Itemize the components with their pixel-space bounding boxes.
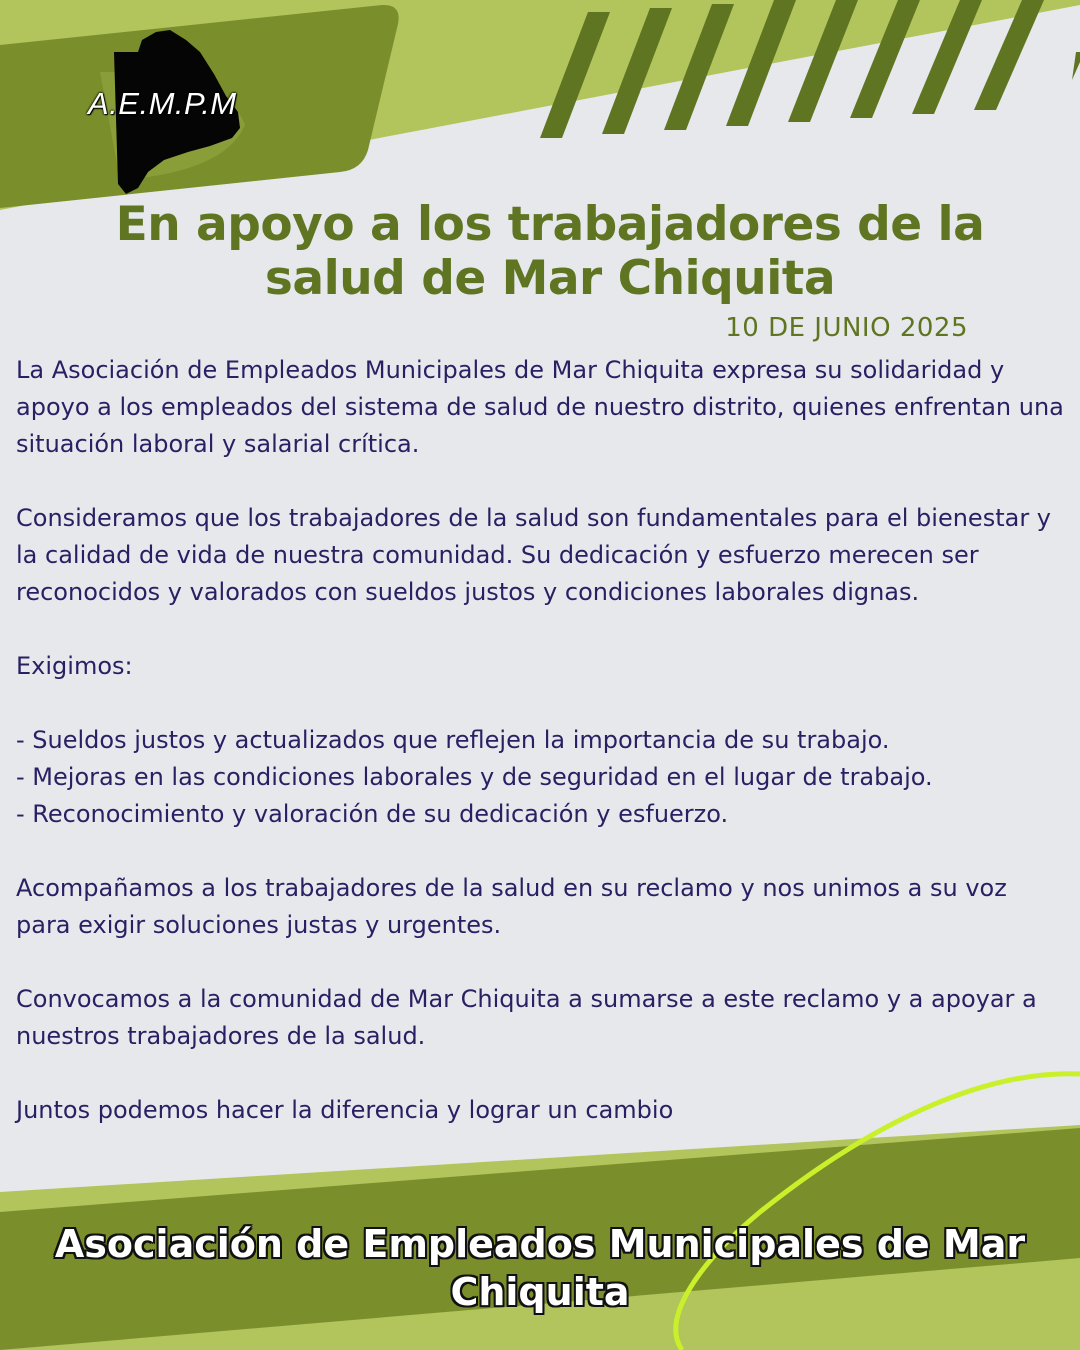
list-item: - Mejoras en las condiciones laborales y de seguridad en el lugar de trabajo. <box>16 759 1066 796</box>
paragraph-solidarity: La Asociación de Empleados Municipales de Mar Chiquita expresa su solidaridad y apoyo a los empleados del sistema de salud de nuestro distrito, quienes enfrentan una situación laboral y salarial crítica. <box>16 356 1064 458</box>
logo-text: A.E.M.P.M <box>88 86 237 121</box>
closing-line: Juntos podemos hacer la diferencia y lograr un cambio <box>16 1096 674 1124</box>
paragraph-call-to-action: Convocamos a la comunidad de Mar Chiquita a sumarse a este reclamo y a apoyar a nuestros trabajadores de la salud. <box>16 985 1037 1050</box>
paragraph-importance: Consideramos que los trabajadores de la salud son fundamentales para el bienestar y la calidad de vida de nuestra comunidad. Su dedicación y esfuerzo merecen ser reconocidos y valorados con sueldos justos y condiciones laborales dignas. <box>16 504 1052 606</box>
demands-heading: Exigimos: <box>16 652 133 680</box>
publication-date: 10 DE JUNIO 2025 <box>725 313 968 343</box>
list-item: - Sueldos justos y actualizados que reflejen la importancia de su trabajo. <box>16 722 1066 759</box>
statement-body <box>16 352 1066 1129</box>
paragraph-support: Acompañamos a los trabajadores de la salud en su reclamo y nos unimos a su voz para exigir soluciones justas y urgentes. <box>16 874 1007 939</box>
footer-organization-name: Asociación de Empleados Municipales de Mar Chiquita <box>54 1222 1026 1314</box>
list-item: - Reconocimiento y valoración de su dedicación y esfuerzo. <box>16 796 1066 833</box>
demands-list <box>16 722 1066 833</box>
page-title: En apoyo a los trabajadores de la salud de Mar Chiquita <box>115 197 985 306</box>
